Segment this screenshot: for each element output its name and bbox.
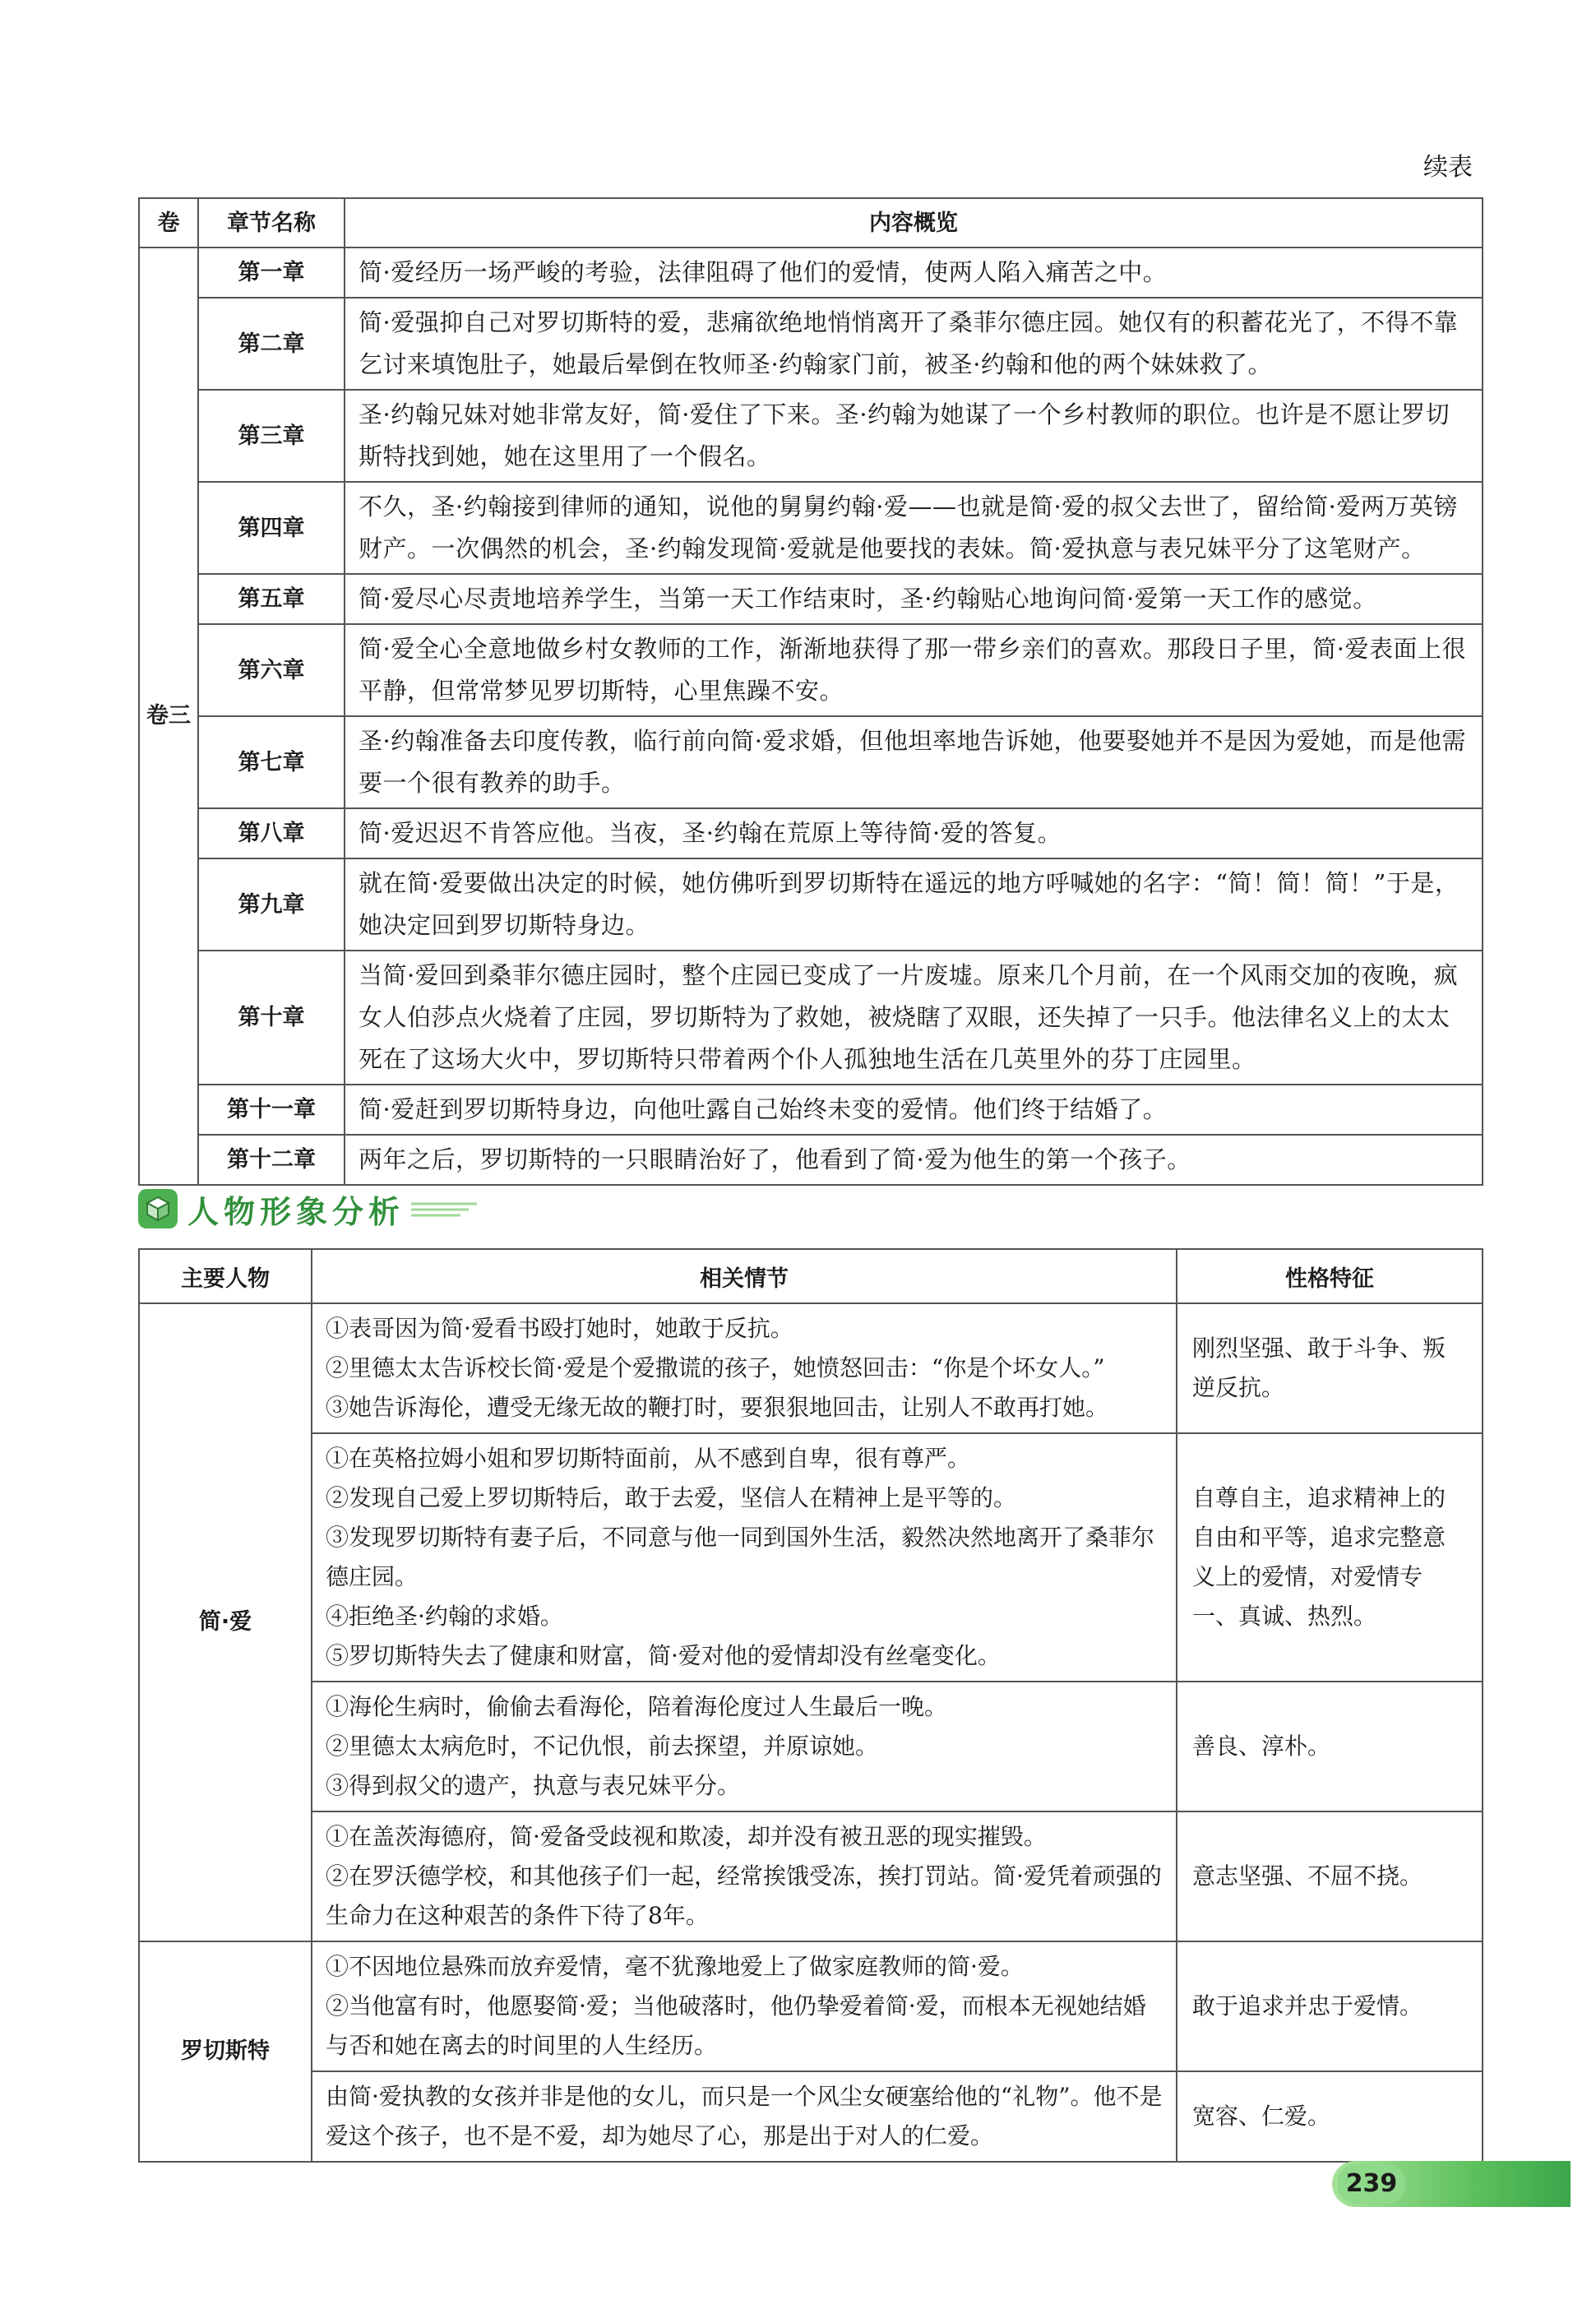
chapter-name: 第一章 <box>198 248 345 298</box>
volume-label: 卷三 <box>139 248 198 1185</box>
character-table-header <box>139 1249 1483 1303</box>
character-name: 罗切斯特 <box>139 1941 312 2162</box>
chapter-row <box>139 808 1483 858</box>
personality-trait: 自尊自主，追求精神上的自由和平等，追求完整意义上的爱情，对爱情专一、真诚、热烈。 <box>1177 1433 1483 1682</box>
personality-trait: 宽容、仁爱。 <box>1177 2071 1483 2162</box>
section-header <box>138 1184 516 1233</box>
chapter-row <box>139 716 1483 808</box>
chapter-table-header <box>139 198 1483 248</box>
plot-item: ①在盖茨海德府，简·爱备受歧视和欺凌，却并没有被丑恶的现实摧毁。 <box>326 1823 1047 1850</box>
chapter-name: 第三章 <box>198 390 345 482</box>
character-name: 简·爱 <box>139 1303 312 1941</box>
character-row <box>139 1682 1483 1811</box>
header-summary: 内容概览 <box>345 198 1483 248</box>
chapter-name: 第四章 <box>198 482 345 574</box>
chapter-row <box>139 858 1483 951</box>
plot-item: ②当他富有时，他愿娶简·爱；当他破落时，他仍挚爱着简·爱，而根本无视她结婚与否和她在离去的时间里的人生经历。 <box>326 1992 1146 2059</box>
chapter-row <box>139 482 1483 574</box>
chapter-summary: 圣·约翰兄妹对她非常友好，简·爱住了下来。圣·约翰为她谋了一个乡村教师的职位。也许是不愿让罗切斯特找到她，她在这里用了一个假名。 <box>345 390 1483 482</box>
chapter-row <box>139 248 1483 298</box>
chapter-summary: 简·爱赶到罗切斯特身边，向他吐露自己始终未变的爱情。他们终于结婚了。 <box>345 1085 1483 1135</box>
cube-icon <box>138 1189 178 1228</box>
personality-trait: 敢于追求并忠于爱情。 <box>1177 1941 1483 2071</box>
related-plot <box>312 1811 1177 1941</box>
chapter-row <box>139 624 1483 716</box>
chapter-row <box>139 951 1483 1085</box>
chapter-name: 第二章 <box>198 298 345 390</box>
related-plot <box>312 1433 1177 1682</box>
chapter-row <box>139 1085 1483 1135</box>
related-plot <box>312 1682 1177 1811</box>
chapter-name: 第七章 <box>198 716 345 808</box>
related-plot <box>312 1941 1177 2071</box>
plot-item: ⑤罗切斯特失去了健康和财富，简·爱对他的爱情却没有丝毫变化。 <box>326 1642 1001 1669</box>
header-trait: 性格特征 <box>1177 1249 1483 1303</box>
chapter-row <box>139 390 1483 482</box>
chapter-summary: 不久，圣·约翰接到律师的通知，说他的舅舅约翰·爱——也就是简·爱的叔父去世了，留给简·爱两万英镑财产。一次偶然的机会，圣·约翰发现简·爱就是他要找的表妹。简·爱执意与表兄妹平分了这笔财产。 <box>345 482 1483 574</box>
plot-item: ②在罗沃德学校，和其他孩子们一起，经常挨饿受冻，挨打罚站。简·爱凭着顽强的生命力在这种艰苦的条件下待了8年。 <box>326 1862 1162 1929</box>
plot-item: ③发现罗切斯特有妻子后，不同意与他一同到国外生活，毅然决然地离开了桑菲尔德庄园。 <box>326 1524 1155 1590</box>
plot-item: ③得到叔父的遗产，执意与表兄妹平分。 <box>326 1772 741 1799</box>
header-plot: 相关情节 <box>312 1249 1177 1303</box>
header-volume: 卷 <box>139 198 198 248</box>
chapter-name: 第十章 <box>198 951 345 1085</box>
chapter-summary: 简·爱迟迟不肯答应他。当夜，圣·约翰在荒原上等待简·爱的答复。 <box>345 808 1483 858</box>
plot-item: ②发现自己爱上罗切斯特后，敢于去爱，坚信人在精神上是平等的。 <box>326 1484 1017 1511</box>
plot-item: ①不因地位悬殊而放弃爱情，毫不犹豫地爱上了做家庭教师的简·爱。 <box>326 1953 1024 1980</box>
chapter-summary-table <box>138 197 1483 1186</box>
plot-item: 由简·爱执教的女孩并非是他的女儿，而只是一个风尘女硬塞给他的“礼物”。他不是爱这个孩子，也不是不爱，却为她尽了心，那是出于对人的仁爱。 <box>326 2083 1163 2149</box>
chapter-summary: 简·爱尽心尽责地培养学生，当第一天工作结束时，圣·约翰贴心地询问简·爱第一天工作的感觉。 <box>345 574 1483 624</box>
character-row <box>139 1811 1483 1941</box>
character-row <box>139 1433 1483 1682</box>
chapter-row <box>139 1135 1483 1185</box>
chapter-name: 第十二章 <box>198 1135 345 1185</box>
chapter-summary: 当简·爱回到桑菲尔德庄园时，整个庄园已变成了一片废墟。原来几个月前，在一个风雨交加的夜晚，疯女人伯莎点火烧着了庄园，罗切斯特为了救她，被烧瞎了双眼，还失掉了一只手。他法律名义上的太太死在了这场大火中，罗切斯特只带着两个仆人孤独地生活在几英里外的芬丁庄园里。 <box>345 951 1483 1085</box>
page-number: 239 <box>1337 2164 1406 2204</box>
header-character: 主要人物 <box>139 1249 312 1303</box>
character-analysis-table <box>138 1248 1483 2163</box>
character-row <box>139 1303 1483 1433</box>
chapter-row <box>139 574 1483 624</box>
personality-trait: 意志坚强、不屈不挠。 <box>1177 1811 1483 1941</box>
plot-item: ④拒绝圣·约翰的求婚。 <box>326 1603 563 1630</box>
plot-item: ②里德太太病危时，不记仇恨，前去探望，并原谅她。 <box>326 1733 879 1760</box>
personality-trait: 刚烈坚强、敢于斗争、叛逆反抗。 <box>1177 1303 1483 1433</box>
character-row <box>139 1941 1483 2071</box>
section-title: 人物形象分析 <box>187 1193 405 1230</box>
plot-item: ③她告诉海伦，遭受无缘无故的鞭打时，要狠狠地回击，让别人不敢再打她。 <box>326 1394 1109 1421</box>
plot-item: ①在英格拉姆小姐和罗切斯特面前，从不感到自卑，很有尊严。 <box>326 1445 971 1472</box>
related-plot <box>312 2071 1177 2162</box>
chapter-summary: 圣·约翰准备去印度传教，临行前向简·爱求婚，但他坦率地告诉她，他要娶她并不是因为爱她，而是他需要一个很有教养的助手。 <box>345 716 1483 808</box>
chapter-summary: 简·爱强抑自己对罗切斯特的爱，悲痛欲绝地悄悄离开了桑菲尔德庄园。她仅有的积蓄花光了，不得不靠乞讨来填饱肚子，她最后晕倒在牧师圣·约翰家门前，被圣·约翰和他的两个妹妹救了。 <box>345 298 1483 390</box>
chapter-summary: 简·爱全心全意地做乡村女教师的工作，渐渐地获得了那一带乡亲们的喜欢。那段日子里，简·爱表面上很平静，但常常梦见罗切斯特，心里焦躁不安。 <box>345 624 1483 716</box>
character-row <box>139 2071 1483 2162</box>
header-chapter: 章节名称 <box>198 198 345 248</box>
plot-item: ②里德太太告诉校长简·爱是个爱撒谎的孩子，她愤怒回击：“你是个坏女人。” <box>326 1354 1105 1381</box>
chapter-row <box>139 298 1483 390</box>
plot-item: ①表哥因为简·爱看书殴打她时，她敢于反抗。 <box>326 1315 793 1342</box>
chapter-summary: 简·爱经历一场严峻的考验，法律阻碍了他们的爱情，使两人陷入痛苦之中。 <box>345 248 1483 298</box>
related-plot <box>312 1303 1177 1433</box>
chapter-name: 第六章 <box>198 624 345 716</box>
chapter-name: 第五章 <box>198 574 345 624</box>
plot-item: ①海伦生病时，偷偷去看海伦，陪着海伦度过人生最后一晚。 <box>326 1693 948 1720</box>
chapter-summary: 两年之后，罗切斯特的一只眼睛治好了，他看到了简·爱为他生的第一个孩子。 <box>345 1135 1483 1185</box>
chapter-name: 第九章 <box>198 858 345 951</box>
chapter-name: 第十一章 <box>198 1085 345 1135</box>
chapter-summary: 就在简·爱要做出决定的时候，她仿佛听到罗切斯特在遥远的地方呼喊她的名字：“简！简！简！”于是，她决定回到罗切斯特身边。 <box>345 858 1483 951</box>
personality-trait: 善良、淳朴。 <box>1177 1682 1483 1811</box>
chapter-name: 第八章 <box>198 808 345 858</box>
section-decoration <box>411 1196 477 1221</box>
continued-label: 续表 <box>1423 153 1473 182</box>
